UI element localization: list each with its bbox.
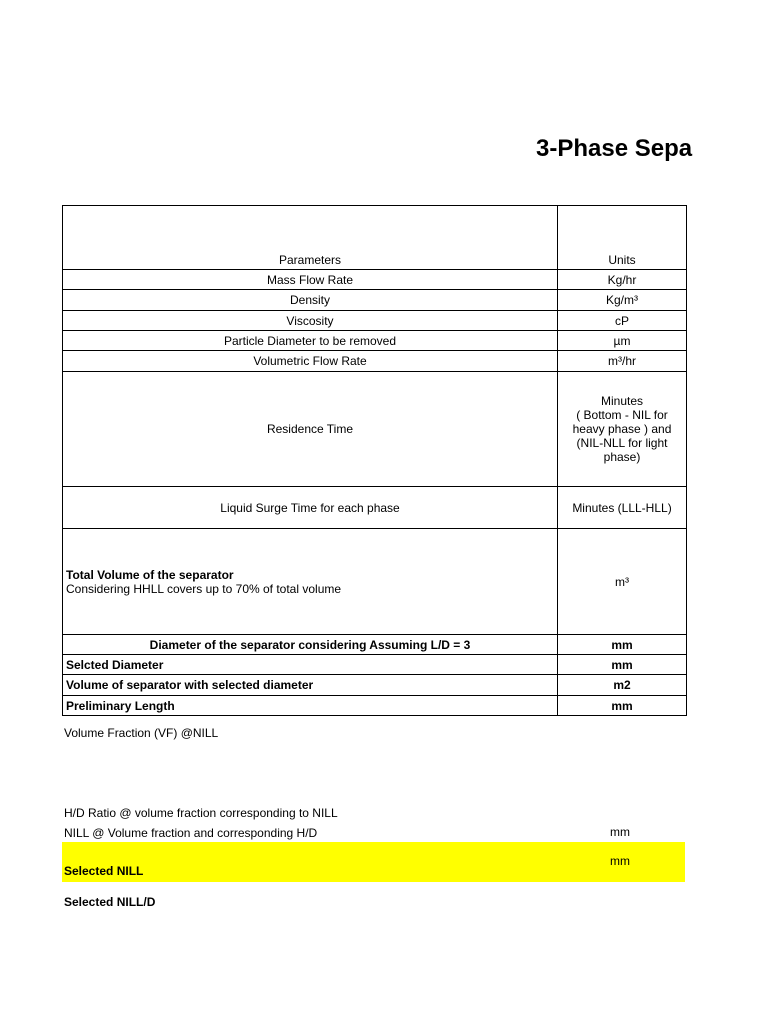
vf-label: Volume Fraction (VF) @NILL bbox=[64, 726, 219, 740]
table-row bbox=[63, 675, 687, 696]
table-row bbox=[63, 635, 687, 655]
param-volumetric-flow-rate: Volumetric Flow Rate bbox=[63, 351, 558, 372]
table-row bbox=[63, 655, 687, 675]
table-row bbox=[63, 487, 687, 529]
unit-volumetric-flow-rate: m³/hr bbox=[558, 351, 687, 372]
table-row bbox=[63, 311, 687, 331]
selected-nill-highlight bbox=[62, 842, 685, 882]
param-density: Density bbox=[63, 290, 558, 311]
unit-liquid-surge-time: Minutes (LLL-HLL) bbox=[558, 487, 687, 529]
unit-residence-time bbox=[558, 372, 687, 487]
parameters-table bbox=[62, 205, 687, 716]
unit-selected-diameter: mm bbox=[558, 655, 687, 675]
unit-line: heavy phase ) and bbox=[572, 422, 672, 436]
page-title: 3-Phase Sepa bbox=[536, 135, 693, 162]
param-total-volume-note: Considering HHLL covers up to 70% of total volume bbox=[66, 581, 342, 596]
hd-ratio-label: H/D Ratio @ volume fraction corresponding to NILL bbox=[64, 806, 338, 820]
header-parameters: Parameters bbox=[63, 206, 558, 270]
unit-density: Kg/m³ bbox=[558, 290, 687, 311]
unit-diameter-ld: mm bbox=[558, 635, 687, 655]
unit-line: Minutes bbox=[600, 394, 644, 408]
table-row bbox=[63, 696, 687, 716]
param-particle-diameter: Particle Diameter to be removed bbox=[63, 331, 558, 351]
unit-volume-selected-diameter: m2 bbox=[558, 675, 687, 696]
table-row bbox=[63, 290, 687, 311]
param-liquid-surge-time: Liquid Surge Time for each phase bbox=[63, 487, 558, 529]
unit-line: (NIL-NLL for light bbox=[576, 436, 668, 450]
unit-total-volume: m³ bbox=[558, 529, 687, 635]
header-units: Units bbox=[558, 206, 687, 270]
nill-vf-unit: mm bbox=[610, 825, 630, 839]
table-row bbox=[63, 351, 687, 372]
table-row bbox=[63, 331, 687, 351]
param-residence-time: Residence Time bbox=[63, 372, 558, 487]
param-viscosity: Viscosity bbox=[63, 311, 558, 331]
param-total-volume bbox=[63, 529, 558, 635]
unit-particle-diameter: µm bbox=[558, 331, 687, 351]
param-total-volume-title: Total Volume of the separator bbox=[66, 567, 234, 582]
unit-line: ( Bottom - NIL for bbox=[576, 408, 668, 422]
param-preliminary-length: Preliminary Length bbox=[63, 696, 558, 716]
selected-nill-d-label: Selected NILL/D bbox=[64, 895, 156, 909]
unit-preliminary-length: mm bbox=[558, 696, 687, 716]
selected-nill-label: Selected NILL bbox=[64, 864, 144, 878]
param-diameter-ld: Diameter of the separator considering Assuming L/D = 3 bbox=[63, 635, 558, 655]
param-selected-diameter: Selcted Diameter bbox=[63, 655, 558, 675]
nill-vf-label: NILL @ Volume fraction and corresponding H/D bbox=[64, 826, 318, 840]
table-row bbox=[63, 372, 687, 487]
param-mass-flow-rate: Mass Flow Rate bbox=[63, 270, 558, 290]
table-row bbox=[63, 529, 687, 635]
table-header-row bbox=[63, 206, 687, 270]
selected-nill-unit: mm bbox=[610, 854, 630, 868]
unit-mass-flow-rate: Kg/hr bbox=[558, 270, 687, 290]
table-row bbox=[63, 270, 687, 290]
unit-line: phase) bbox=[603, 450, 641, 464]
unit-viscosity: cP bbox=[558, 311, 687, 331]
param-volume-selected-diameter: Volume of separator with selected diameter bbox=[63, 675, 558, 696]
